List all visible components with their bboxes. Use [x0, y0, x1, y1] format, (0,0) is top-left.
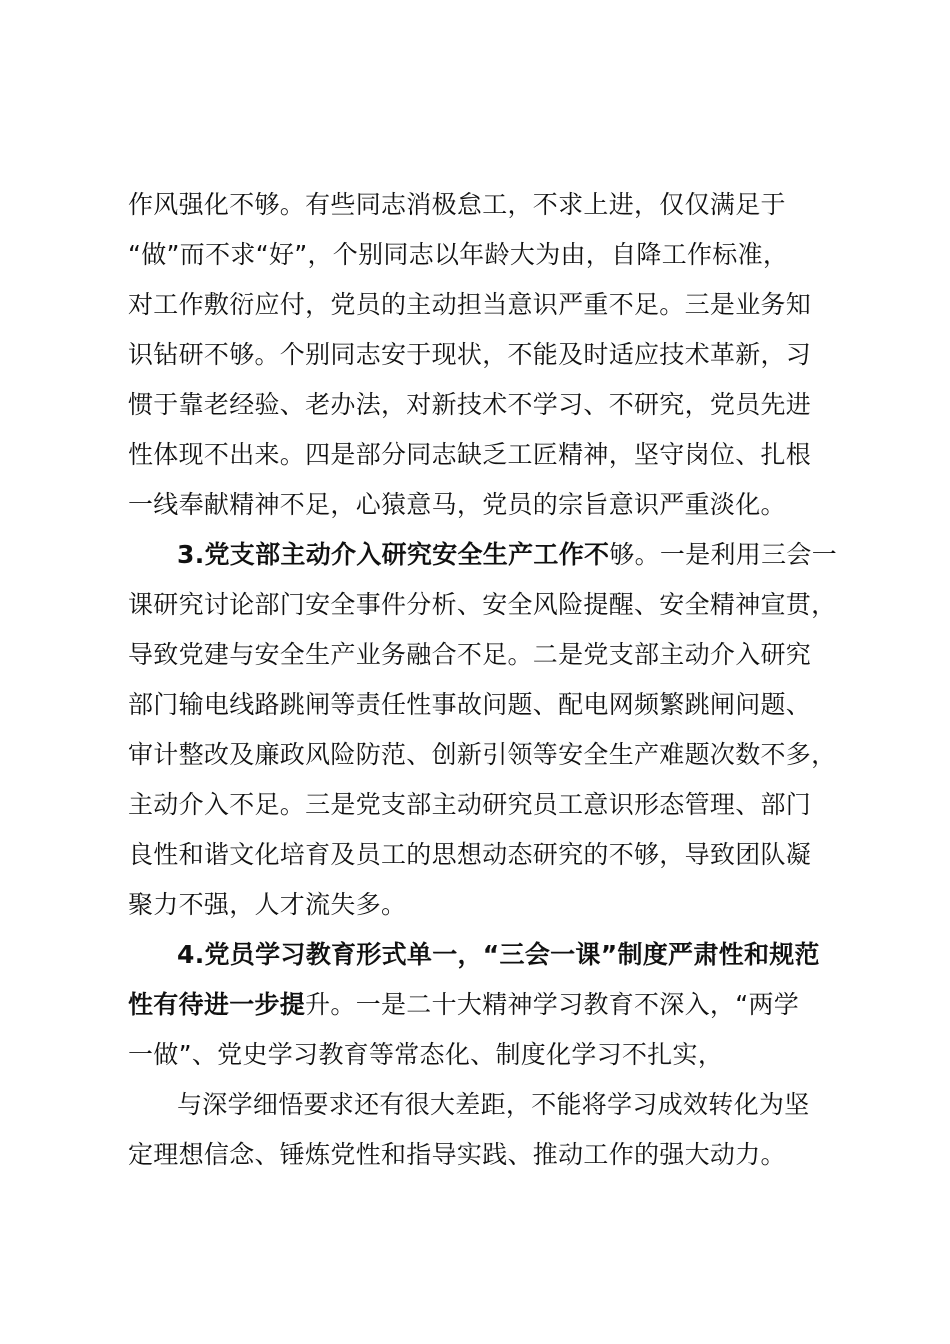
text-line: 课研究讨论部门安全事件分析、安全风险提醒、安全精神宣贯， [128, 590, 837, 619]
section-3-text: 够。一是利用三会一 [609, 540, 837, 569]
text-line: 识钻研不够。个别同志安于现状，不能及时适应技术革新，习 [128, 340, 812, 369]
section-3-heading-line [177, 535, 837, 575]
text-line: 作风强化不够。有些同志消极怠工，不求上进，仅仅满足于 [128, 190, 786, 219]
section-4-heading: 4.党员学习教育形式单一，“三会一课”制度严肃性和规范 [177, 940, 820, 969]
text-line: 主动介入不足。三是党支部主动研究员工意识形态管理、部门 [128, 790, 812, 819]
text-line: 惯于靠老经验、老办法，对新技术不学习、不研究，党员先进 [128, 390, 812, 419]
text-line: 聚力不强，人才流失多。 [128, 890, 407, 919]
text-line: 审计整改及廉政风险防范、创新引领等安全生产难题次数不多， [128, 740, 837, 769]
section-4-heading-line [128, 985, 799, 1025]
text-line: 一线奉献精神不足，心猿意马，党员的宗旨意识严重淡化。 [128, 490, 786, 519]
text-line: 性体现不出来。四是部分同志缺乏工匠精神，坚守岗位、扎根 [128, 440, 812, 469]
text-line: “做”而不求“好”，个别同志以年龄大为由，自降工作标准， [128, 240, 789, 269]
section-4-heading-cont: 性有待进一步提 [128, 990, 306, 1019]
text-line: 对工作敷衍应付，党员的主动担当意识严重不足。三是业务知 [128, 290, 812, 319]
text-line: 一做”、党史学习教育等常态化、制度化学习不扎实， [128, 1040, 724, 1069]
text-line: 良性和谐文化培育及员工的思想动态研究的不够，导致团队凝 [128, 840, 812, 869]
section-3-heading: 3.党支部主动介入研究安全生产工作不 [177, 540, 610, 569]
text-line: 与深学细悟要求还有很大差距，不能将学习成效转化为坚 [177, 1090, 810, 1119]
section-4-text: 升。一是二十大精神学习教育不深入，“两学 [305, 990, 800, 1019]
text-line: 定理想信念、锤炼党性和指导实践、推动工作的强大动力。 [128, 1140, 786, 1169]
text-line: 导致党建与安全生产业务融合不足。二是党支部主动介入研究 [128, 640, 812, 669]
text-line: 部门输电线路跳闸等责任性事故问题、配电网频繁跳闸问题、 [128, 690, 812, 719]
